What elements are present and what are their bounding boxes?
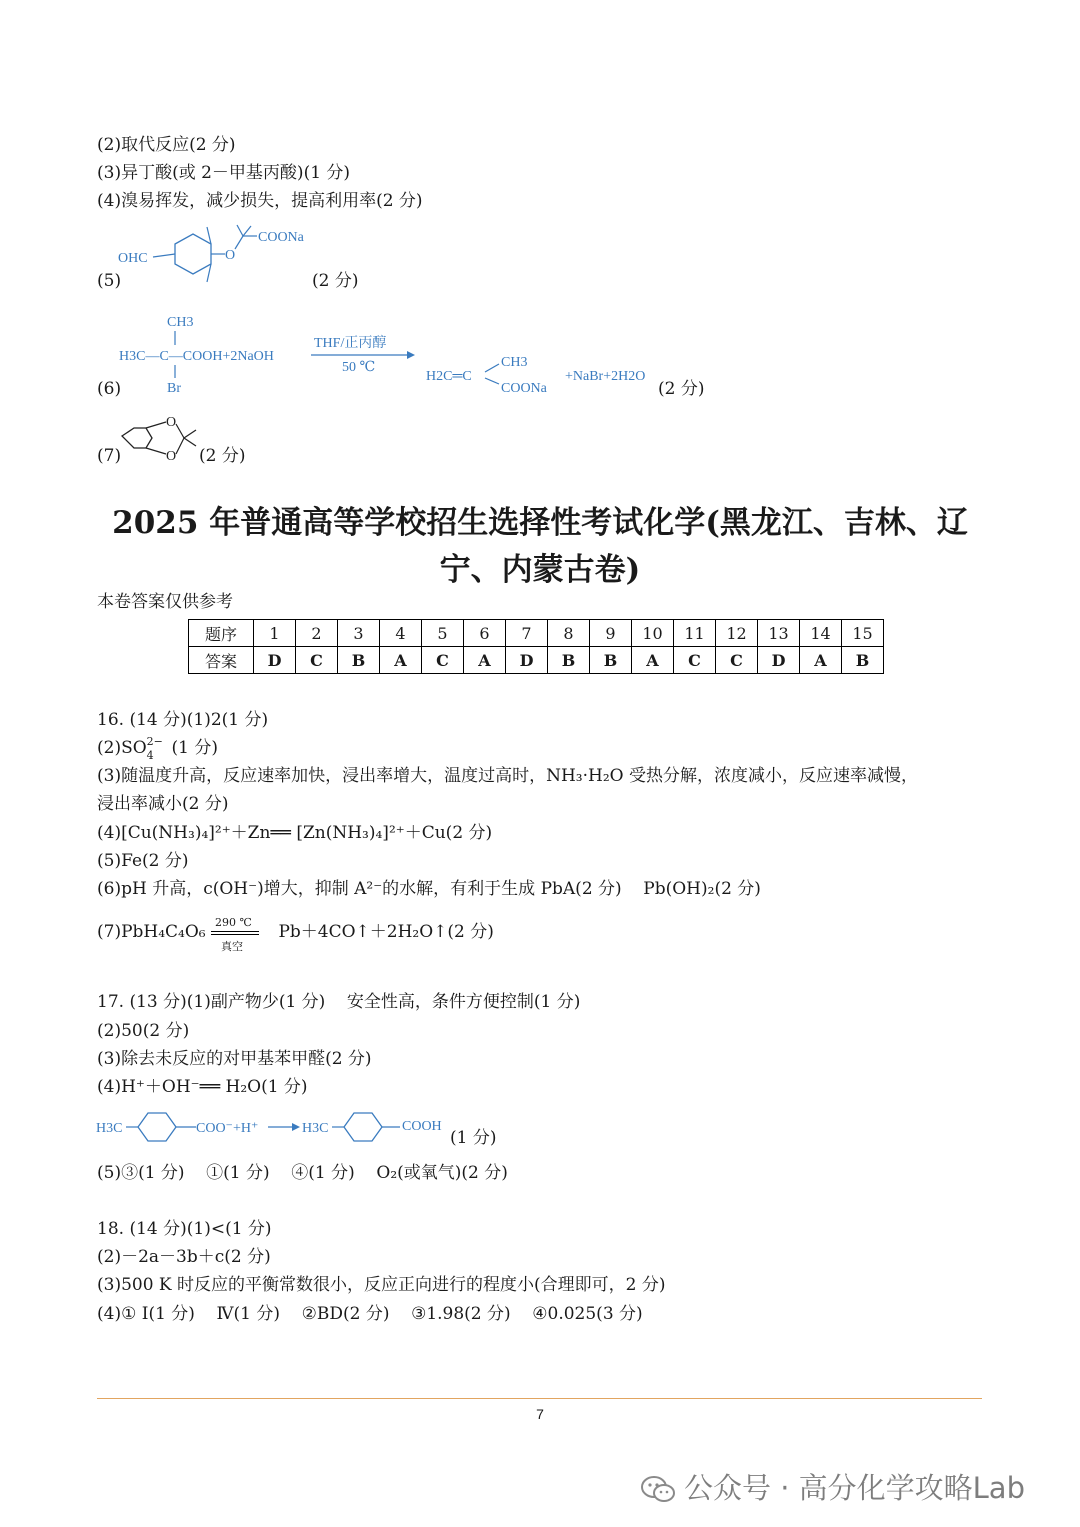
q16-so4-subscript: 4 xyxy=(146,749,154,762)
question-number: 1 xyxy=(254,620,296,647)
q16-so4: (2)SO xyxy=(97,738,147,758)
answer-6-label: (6) xyxy=(97,379,122,399)
r17-cooh: COOH xyxy=(402,1119,442,1134)
q16-line-1: 16. (14 分)(1)2(1 分) xyxy=(97,710,269,730)
question-number: 4 xyxy=(380,620,422,647)
row-header-answer: 答案 xyxy=(189,647,254,674)
question-number: 9 xyxy=(590,620,632,647)
r6-cond-top: THF/正丙醇 xyxy=(314,336,387,351)
answer-cell: A xyxy=(464,647,506,674)
q16-cond-top: 290 ℃ xyxy=(215,915,252,929)
structure-5-coona: COONa xyxy=(258,230,304,245)
answer-line-2: (2)取代反应(2 分) xyxy=(97,135,236,155)
question-number: 3 xyxy=(338,620,380,647)
answer-5-label: (5) xyxy=(97,271,122,291)
question-number: 13 xyxy=(758,620,800,647)
q18-line-3: (3)500 K 时反应的平衡常数很小，反应正向进行的程度小(合理即可，2 分) xyxy=(97,1275,666,1295)
q17-line-1: 17. (13 分)(1)副产物少(1 分) 安全性高，条件方便控制(1 分) xyxy=(97,992,581,1012)
structure-7-image xyxy=(118,414,200,464)
answer-cell: C xyxy=(422,647,464,674)
answer-table xyxy=(188,619,884,674)
footer-divider xyxy=(97,1398,982,1399)
svg-text:O: O xyxy=(166,415,177,430)
answer-cell: B xyxy=(590,647,632,674)
q16-line-3: (3)随温度升高，反应速率加快，浸出率增大，温度过高时，NH₃·H₂O 受热分解，浓度减小，反应速率减慢， xyxy=(97,766,918,786)
answer-6-score: (2 分) xyxy=(658,379,705,399)
q16-line-8 xyxy=(97,915,494,953)
svg-text:O: O xyxy=(166,449,177,464)
watermark-text: 公众号 · 高分化学攻略Lab xyxy=(684,1471,1025,1505)
question-number: 15 xyxy=(842,620,884,647)
q16-line-8-reactant: (7)PbH₄C₄O₆ xyxy=(97,922,206,942)
q17-line-2: (2)50(2 分) xyxy=(97,1021,190,1041)
q16-line-5: (4)[Cu(NH₃)₄]²⁺＋Zn══ [Zn(NH₃)₄]²⁺＋Cu(2 分) xyxy=(97,823,493,843)
q16-line-4: 浸出率减小(2 分) xyxy=(97,794,229,814)
answer-table-answer-row xyxy=(189,647,884,674)
question-number: 14 xyxy=(800,620,842,647)
wechat-icon xyxy=(640,1475,676,1505)
q16-line-2-score: (1 分) xyxy=(160,738,218,758)
structure-5-ohc: OHC xyxy=(118,251,148,266)
question-number: 8 xyxy=(548,620,590,647)
question-number: 10 xyxy=(632,620,674,647)
r6-rest: +NaBr+2H2O xyxy=(565,369,646,384)
reaction-6-image xyxy=(117,310,667,400)
q18-line-2: (2)－2a－3b＋c(2 分) xyxy=(97,1247,271,1267)
structure-5-image xyxy=(115,222,335,290)
question-number: 11 xyxy=(674,620,716,647)
reaction-arrow xyxy=(211,915,259,953)
section-title-line1: 2025 年普通高等学校招生选择性考试化学(黑龙江、吉林、辽 xyxy=(112,505,968,541)
page-number: 7 xyxy=(536,1406,544,1422)
r6-lhs: H3C—C—COOH+2NaOH xyxy=(119,349,274,364)
answer-line-4: (4)溴易挥发，减少损失，提高利用率(2 分) xyxy=(97,191,423,211)
q17-line-5-score: (1 分) xyxy=(450,1128,497,1148)
q16-line-2 xyxy=(97,735,218,762)
svg-text:O: O xyxy=(225,248,236,263)
q17-line-3: (3)除去未反应的对甲基苯甲醛(2 分) xyxy=(97,1049,372,1069)
answer-7-label: (7) xyxy=(97,446,122,466)
q16-line-7: (6)pH 升高，c(OH⁻)增大，抑制 A²⁻的水解，有利于生成 PbA(2 分) Pb(OH)₂(2 分) xyxy=(97,879,761,899)
answer-cell: D xyxy=(506,647,548,674)
r17-h3c-2: H3C xyxy=(302,1121,329,1136)
answer-table-number-row xyxy=(189,620,884,647)
question-number: 2 xyxy=(296,620,338,647)
q16-line-6: (5)Fe(2 分) xyxy=(97,851,189,871)
answer-cell: C xyxy=(716,647,758,674)
q18-line-4: (4)① Ⅰ(1 分) Ⅳ(1 分) ②BD(2 分) ③1.98(2 分) ④0.025(3 分) xyxy=(97,1304,643,1324)
answer-cell: C xyxy=(674,647,716,674)
q16-line-8-product: Pb＋4CO↑＋2H₂O↑(2 分) xyxy=(278,922,494,942)
r6-br: Br xyxy=(167,381,181,396)
question-number: 5 xyxy=(422,620,464,647)
answer-cell: A xyxy=(800,647,842,674)
q17-line-6: (5)③(1 分) ①(1 分) ④(1 分) O₂(或氧气)(2 分) xyxy=(97,1163,508,1183)
answer-cell: A xyxy=(380,647,422,674)
r6-prod1: H2C═C xyxy=(426,369,472,384)
question-number: 6 xyxy=(464,620,506,647)
section-title-line2: 宁、内蒙古卷) xyxy=(439,552,641,588)
answer-line-3: (3)异丁酸(或 2－甲基丙酸)(1 分) xyxy=(97,163,351,183)
q16-cond-bottom: 真空 xyxy=(221,939,244,953)
q17-line-4: (4)H⁺＋OH⁻══ H₂O(1 分) xyxy=(97,1077,308,1097)
answer-cell: B xyxy=(842,647,884,674)
answer-cell: C xyxy=(296,647,338,674)
q16-so4-charge: 2− xyxy=(146,735,163,748)
reference-note: 本卷答案仅供参考 xyxy=(97,592,233,612)
answer-cell: D xyxy=(758,647,800,674)
answer-7-score: (2 分) xyxy=(199,446,246,466)
q18-line-1: 18. (14 分)(1)<(1 分) xyxy=(97,1219,272,1239)
answer-cell: B xyxy=(548,647,590,674)
watermark xyxy=(640,1466,1025,1507)
row-header-number: 题序 xyxy=(189,620,254,647)
reaction-17-image xyxy=(96,1108,456,1148)
answer-5-score: (2 分) xyxy=(312,271,359,291)
r6-prod-coona: COONa xyxy=(501,381,547,396)
answer-cell: A xyxy=(632,647,674,674)
question-number: 7 xyxy=(506,620,548,647)
answer-cell: B xyxy=(338,647,380,674)
r6-prod-ch3: CH3 xyxy=(501,355,528,370)
answer-cell: D xyxy=(254,647,296,674)
question-number: 12 xyxy=(716,620,758,647)
r17-coo: COO⁻+H⁺ xyxy=(196,1121,259,1136)
r17-h3c: H3C xyxy=(96,1121,123,1136)
r6-ch3: CH3 xyxy=(167,315,194,330)
r6-cond-bottom: 50 ℃ xyxy=(342,360,376,375)
